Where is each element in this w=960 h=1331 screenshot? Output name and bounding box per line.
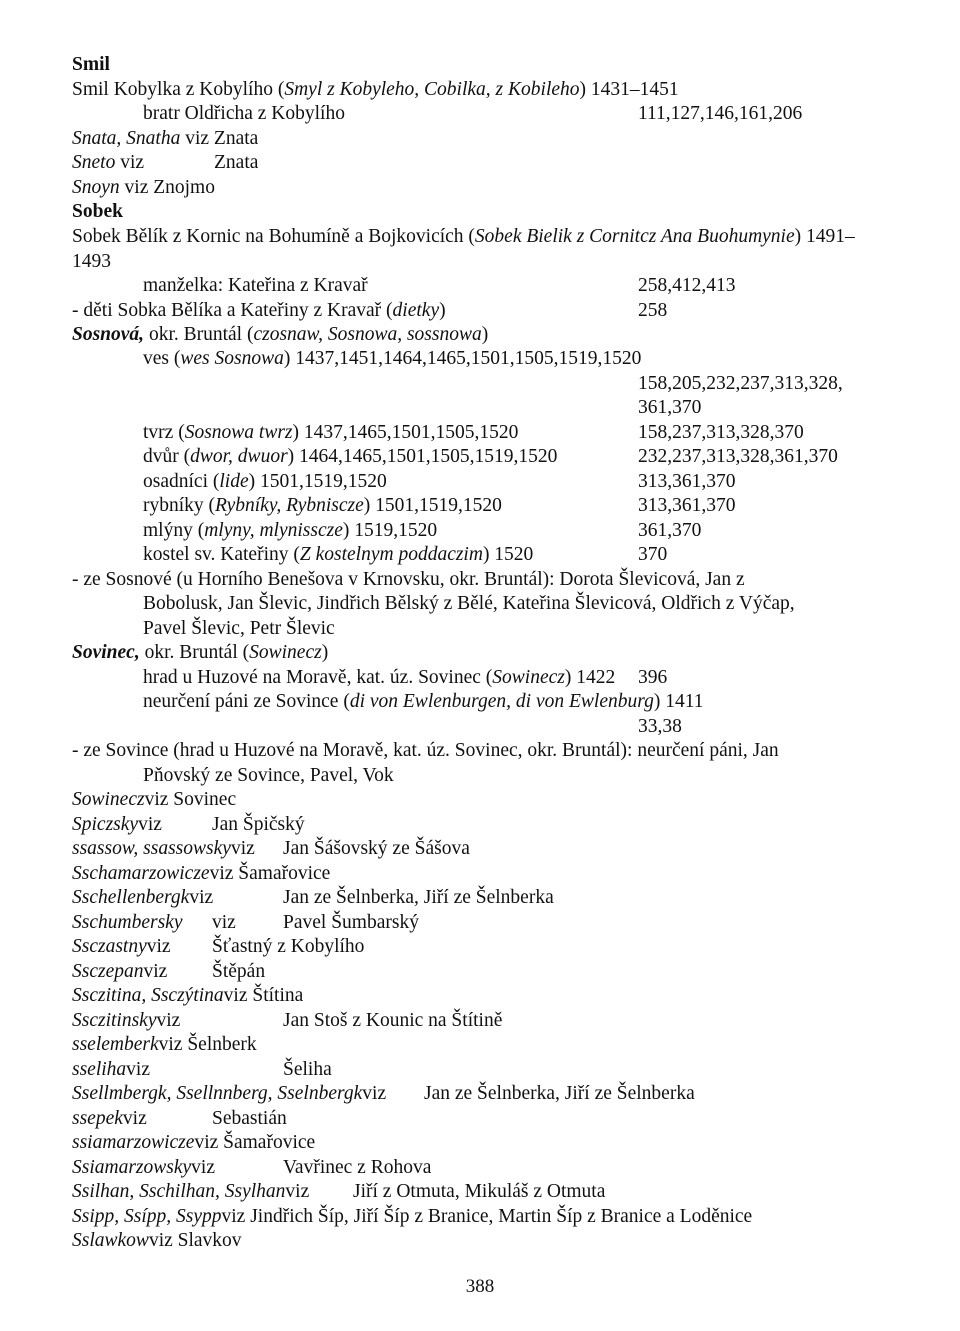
subentry-years: ) 1501,1519,1520 bbox=[248, 471, 387, 492]
entry-name: Sobek Bělík z Kornic na Bohumíně a Bojkovicích ( bbox=[72, 226, 475, 247]
subentry-pages: 111,127,146,161,206 bbox=[638, 103, 803, 124]
xref-target: Znata bbox=[214, 152, 259, 173]
entry-name: Smil Kobylka z Kobylího ( bbox=[72, 79, 285, 100]
subentry-pages: 313,361,370 bbox=[638, 495, 736, 516]
entry-term: Sosnová, bbox=[72, 324, 145, 345]
xref-target: Jan Šášovský ze Šášova bbox=[283, 838, 470, 859]
xref-target: Jan ze Šelnberka, Jiří ze Šelnberka bbox=[424, 1083, 695, 1104]
entry-close: ) bbox=[321, 642, 329, 663]
entry-close: ) bbox=[481, 324, 489, 345]
subentry-variant: Sosnowa twrz bbox=[184, 422, 293, 443]
xref-term: ssassow, ssassowsky bbox=[72, 838, 231, 859]
xref-viz: viz bbox=[212, 912, 236, 933]
subentry-label: manželka: Kateřina z Kravař bbox=[143, 275, 368, 296]
subentry-variant: Rybníky, Rybniscze bbox=[215, 495, 364, 516]
xref-viz: viz bbox=[191, 1157, 215, 1178]
xref-term: Ssellmbergk, Ssellnnberg, Sselnbergk bbox=[72, 1083, 363, 1104]
xref-viz: viz bbox=[138, 814, 162, 835]
heading-smil-text: Smil bbox=[72, 54, 110, 75]
entry-variants: Sobek Bielik z Cornitcz Ana Buohumynie bbox=[474, 226, 795, 247]
subentry-pages: 361,370 bbox=[638, 520, 702, 541]
subentry-label: neurčení páni ze Sovince ( bbox=[143, 691, 350, 712]
xref-target: Jan Špičský bbox=[212, 814, 305, 835]
entry-variants: Sowinecz bbox=[249, 642, 322, 663]
subentry-pages: 313,361,370 bbox=[638, 471, 736, 492]
xref-term: Sschellenbergk bbox=[72, 887, 190, 908]
subentry-pages: 396 bbox=[638, 667, 668, 688]
entry-years-cont: 1493 bbox=[72, 251, 111, 272]
subentry-years: ) 1464,1465,1501,1505,1519,1520 bbox=[287, 446, 558, 467]
xref-term: Ssiamarzowsky bbox=[72, 1157, 192, 1178]
entry-district: okr. Bruntál ( bbox=[144, 324, 254, 345]
subentry-years: ) 1422 bbox=[564, 667, 616, 688]
heading-sobek-text: Sobek bbox=[72, 201, 123, 222]
xref-viz: viz Slavkov bbox=[148, 1230, 242, 1251]
xref-term: Spiczsky bbox=[72, 814, 139, 835]
xref-target: Vavřinec z Rohova bbox=[283, 1157, 432, 1178]
subentry-pages: 158,237,313,328,370 bbox=[638, 422, 804, 443]
subentry-variant: mlyny, mlynisscze bbox=[204, 520, 343, 541]
xref-term: Ssipp, Ssípp, Ssypp bbox=[72, 1206, 222, 1227]
subentry-label: mlýny ( bbox=[143, 520, 205, 541]
xref-target: viz Znata bbox=[180, 128, 259, 149]
subentry-years: ) 1411 bbox=[653, 691, 704, 712]
xref-term: Sneto bbox=[72, 152, 116, 173]
xref-viz: viz bbox=[285, 1181, 310, 1202]
xref-term: Ssilhan, Sschilhan, Ssylhan bbox=[72, 1181, 286, 1202]
xref-target: viz Znojmo bbox=[119, 177, 215, 198]
xref-viz: viz bbox=[115, 152, 145, 173]
persons-text: Pňovský ze Sovince, Pavel, Vok bbox=[143, 765, 394, 786]
entry-term: Sovinec, bbox=[72, 642, 140, 663]
xref-term: Sschamarzowicze bbox=[72, 863, 210, 884]
subentry-pages: 370 bbox=[638, 544, 668, 565]
subentry-variant: Z kostelnym poddaczim bbox=[299, 544, 483, 565]
xref-target: Šeliha bbox=[283, 1059, 332, 1080]
entry-years: ) 1491– bbox=[794, 226, 855, 247]
xref-target: Jan Stoš z Kounic na Štítině bbox=[283, 1010, 503, 1031]
xref-viz: viz Šamařovice bbox=[209, 863, 331, 884]
xref-target: Pavel Šumbarský bbox=[283, 912, 419, 933]
xref-term: Sschumbersky bbox=[72, 912, 183, 933]
xref-term: sseliha bbox=[72, 1059, 127, 1080]
subentry-years: ) 1520 bbox=[482, 544, 534, 565]
entry-district: okr. Bruntál ( bbox=[139, 642, 250, 663]
subentry-label: tvrz ( bbox=[143, 422, 185, 443]
subentry-variant: di von Ewlenburgen, di von Ewlenburg bbox=[349, 691, 654, 712]
xref-viz: viz bbox=[126, 1059, 150, 1080]
xref-term: ssepek bbox=[72, 1108, 123, 1129]
subentry-pages: 258,412,413 bbox=[638, 275, 736, 296]
subentry-close: ) bbox=[439, 300, 446, 321]
xref-target: Jan ze Šelnberka, Jiří ze Šelnberka bbox=[283, 887, 554, 908]
subentry-label: - děti Sobka Bělíka a Kateřiny z Kravař ( bbox=[72, 300, 393, 321]
xref-term: Snata, Snatha bbox=[72, 128, 181, 149]
subentry-years: ) 1437,1451,1464,1465,1501,1505,1519,1520 bbox=[283, 348, 642, 369]
xref-viz: viz Šelnberk bbox=[158, 1034, 257, 1055]
xref-viz: viz bbox=[362, 1083, 387, 1104]
xref-target: Jiří z Otmuta, Mikuláš z Otmuta bbox=[353, 1181, 606, 1202]
persons-text: Pavel Šlevic, Petr Šlevic bbox=[143, 618, 335, 639]
subentry-variant: dwor, dwuor bbox=[190, 446, 288, 467]
subentry-variant: wes Sosnowa bbox=[180, 348, 284, 369]
subentry-years: ) 1501,1519,1520 bbox=[363, 495, 502, 516]
subentry-label: dvůr ( bbox=[143, 446, 191, 467]
subentry-label: kostel sv. Kateřiny ( bbox=[143, 544, 300, 565]
xref-viz: viz bbox=[122, 1108, 147, 1129]
subentry-years: ) 1437,1465,1501,1505,1520 bbox=[292, 422, 519, 443]
xref-viz: viz bbox=[146, 936, 171, 957]
entry-variants: czosnaw, Sosnowa, sossnowa bbox=[253, 324, 482, 345]
xref-target: Sebastián bbox=[212, 1108, 287, 1129]
xref-viz: viz bbox=[189, 887, 214, 908]
persons-text: - ze Sovince (hrad u Huzové na Moravě, kat. úz. Sovinec, okr. Bruntál): neurčení páni, Jan bbox=[72, 740, 779, 761]
subentry-variant: lide bbox=[219, 471, 249, 492]
subentry-pages: 258 bbox=[638, 300, 668, 321]
xref-viz: viz Sovinec bbox=[144, 789, 237, 810]
xref-term: Ssczepan bbox=[72, 961, 144, 982]
xref-term: Ssczitinsky bbox=[72, 1010, 157, 1031]
xref-term: sselemberk bbox=[72, 1034, 159, 1055]
subentry-label: bratr Oldřicha z Kobylího bbox=[143, 103, 345, 124]
page-number: 388 bbox=[465, 1276, 495, 1297]
xref-viz: viz Šamařovice bbox=[194, 1132, 316, 1153]
subentry-label: hrad u Huzové na Moravě, kat. úz. Sovinec ( bbox=[143, 667, 493, 688]
xref-term: Ssczitina, Ssczýtina bbox=[72, 985, 224, 1006]
persons-text: Bobolusk, Jan Šlevic, Jindřich Bělský z Bělé, Kateřina Šlevicová, Oldřich z Výčap, bbox=[143, 593, 795, 614]
xref-term: Sowinecz bbox=[72, 789, 145, 810]
subentry-label: rybníky ( bbox=[143, 495, 216, 516]
entry-variants: Smyl z Kobyleho, Cobilka, z Kobileho bbox=[284, 79, 580, 100]
subentry-pages: 361,370 bbox=[638, 397, 702, 418]
xref-viz: viz Štítina bbox=[223, 985, 304, 1006]
entry-years: ) 1431–1451 bbox=[579, 79, 679, 100]
subentry-label: ves ( bbox=[143, 348, 181, 369]
persons-text: - ze Sosnové (u Horního Benešova v Krnovsku, okr. Bruntál): Dorota Šlevicová, Jan z bbox=[72, 569, 745, 590]
subentry-label: osadníci ( bbox=[143, 471, 220, 492]
xref-viz: viz Jindřich Šíp, Jiří Šíp z Branice, Martin Šíp z Branice a Loděnice bbox=[221, 1206, 753, 1227]
subentry-variant: dietky bbox=[392, 300, 440, 321]
xref-target: Štěpán bbox=[212, 961, 266, 982]
xref-term: Sslawkow bbox=[72, 1230, 149, 1251]
subentry-pages: 232,237,313,328,361,370 bbox=[638, 446, 838, 467]
xref-term: Ssczastny bbox=[72, 936, 147, 957]
subentry-pages: 158,205,232,237,313,328, bbox=[638, 373, 843, 394]
xref-viz: viz bbox=[156, 1010, 181, 1031]
xref-target: Šťastný z Kobylího bbox=[212, 936, 365, 957]
xref-term: ssiamarzowicze bbox=[72, 1132, 195, 1153]
xref-term: Snoyn bbox=[72, 177, 120, 198]
subentry-variant: Sowinecz bbox=[492, 667, 565, 688]
xref-viz: viz bbox=[230, 838, 255, 859]
xref-viz: viz bbox=[143, 961, 168, 982]
subentry-pages: 33,38 bbox=[638, 716, 682, 737]
subentry-years: ) 1519,1520 bbox=[342, 520, 438, 541]
